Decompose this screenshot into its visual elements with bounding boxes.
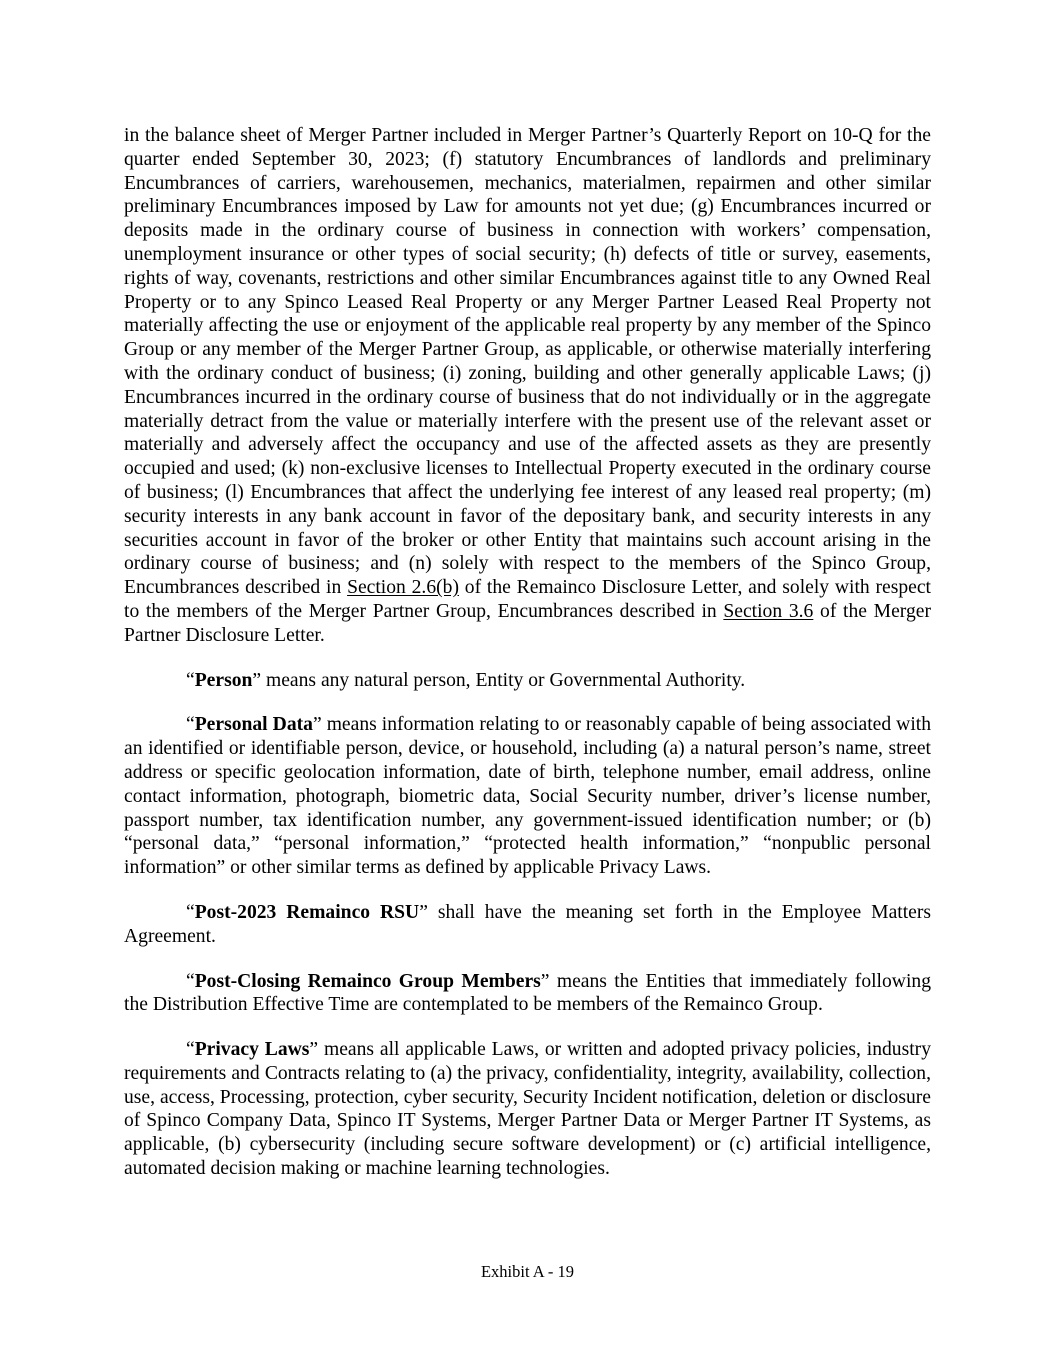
definition-person: “Person” means any natural person, Entity or Governmental Authority. <box>186 669 746 691</box>
page-footer: Exhibit A - 19 <box>480 1262 575 1281</box>
paragraph-text: in the balance sheet of Merger Partner included in Merger Partner’s Quarterly Report on 10-Q for the quarter ended September 30, 2023; (f) statutory Encumbrances of landlords and preliminary Encumbrances of carriers, warehousemen, mechanics, materialmen, repairmen and other similar preliminary Encumbrances imposed by Law for amounts not yet due; (g) Encumbrances incurred or deposits made in the ordinary course of business in connection with workers’ compensation, unemployment insurance or other types of social security; (h) defects of title or survey, easements, rights of way, covenants, restrictions and other similar Encumbrances against title to any Owned Real Property or to any Spinco Leased Real Property or any Merger Partner Leased Real Property not materially affecting the use or enjoyment of the applicable real property by any member of the Spinco Group or any member of the Merger Partner Group, as applicable, or otherwise materially interfering with the ordinary conduct of business; (i) zoning, building and other generally applicable Laws; (j) Encumbrances incurred in the ordinary course of business that do not individually or in the aggregate materially detract from the value or materially interfere with the present use of the relevant asset or materially and adversely affect the occupancy and use of the affected assets as they are presently occupied and used; (k) non-exclusive licenses to Intellectual Property executed in the ordinary course of business; (l) Encumbrances that affect the underlying fee interest of any leased real property; (m) security interests in any bank account in favor of the depositary bank, and security interests in any securities account in favor of the broker or other Entity that maintains such account arising in the ordinary course of business; and (n) solely with respect to the members of the Spinco Group, Encumbrances described in <box>124 125 931 599</box>
continued-paragraph <box>124 124 931 648</box>
section-reference: Section 3.6 <box>723 600 814 622</box>
definition-text: ” means any natural person, Entity or Governmental Authority. <box>252 669 746 691</box>
paragraph-text: of the Merger Partner Disclosure Letter. <box>124 600 931 646</box>
definition-post-2023-remainco-rsu: “Post-2023 Remainco RSU” shall have the meaning set forth in the Employee Matters Agreement. <box>124 901 931 947</box>
definition-text: ” means the Entities that immediately following the Distribution Effective Time are contemplated to be members of the Remainco Group. <box>124 970 931 1016</box>
defined-term: Personal Data <box>194 714 313 736</box>
defined-term: Privacy Laws <box>194 1039 310 1061</box>
paragraph-text: of the Remainco Disclosure Letter, and solely with respect to the members of the Merger Partner Group, Encumbrances described in <box>124 577 931 622</box>
definition-text: ” means all applicable Laws, or written and adopted privacy policies, industry requirements and Contracts relating to (a) the privacy, confidentiality, integrity, availability, collection, use, access, Processing, protection, cyber security, Security Incident notification, deletion or disclosure of Spinco Company Data, Spinco IT Systems, Merger Partner Data or Merger Partner IT Systems, as applicable, (b) cybersecurity (including secure software development) or (c) artificial intelligence, automated decision making or machine learning technologies. <box>124 1039 931 1180</box>
defined-term: Post-Closing Remainco Group Members <box>194 970 541 992</box>
defined-term: Person <box>194 669 253 691</box>
definition-text: ” means information relating to or reasonably capable of being associated with an identified or identifiable person, device, or household, including (a) a natural person’s name, street address or specific geolocation information, date of birth, telephone number, email address, online contact information, photograph, biometric data, Social Security number, driver’s license number, passport number, tax identification number, any government-issued identification number; or (b) “personal data,” “personal information,” “protected health information,” “nonpublic personal information” or other similar terms as defined by applicable Privacy Laws. <box>124 714 932 879</box>
definition-privacy-laws: “Privacy Laws” means all applicable Laws, or written and adopted privacy policies, industry requirements and Contracts relating to (a) the privacy, confidentiality, integrity, availability, collection, use, access, Processing, protection, cyber security, Security Incident notification, deletion or disclosure of Spinco Company Data, Spinco IT Systems, Merger Partner Data or Merger Partner IT Systems, as applicable, (b) cybersecurity (including secure software development) or (c) artificial intelligence, automated decision making or machine learning technologies. <box>124 1039 931 1180</box>
definition-text: ” shall have the meaning set forth in the Employee Matters Agreement. <box>124 901 931 947</box>
defined-term: Post-2023 Remainco RSU <box>194 901 420 923</box>
section-reference: Section 2.6(b) <box>347 577 459 599</box>
document-page <box>124 124 931 1181</box>
definition-personal-data: “Personal Data” means information relating to or reasonably capable of being associated with an identified or identifiable person, device, or household, including (a) a natural person’s name, street address or specific geolocation information, date of birth, telephone number, email address, online contact information, photograph, biometric data, Social Security number, driver’s license number, passport number, tax identification number, any government-issued identification number; or (b) “personal data,” “personal information,” “protected health information,” “nonpublic personal information” or other similar terms as defined by applicable Privacy Laws. <box>124 714 932 879</box>
definition-post-closing-remainco-group-members: “Post-Closing Remainco Group Members” means the Entities that immediately following the Distribution Effective Time are contemplated to be members of the Remainco Group. <box>124 970 931 1016</box>
